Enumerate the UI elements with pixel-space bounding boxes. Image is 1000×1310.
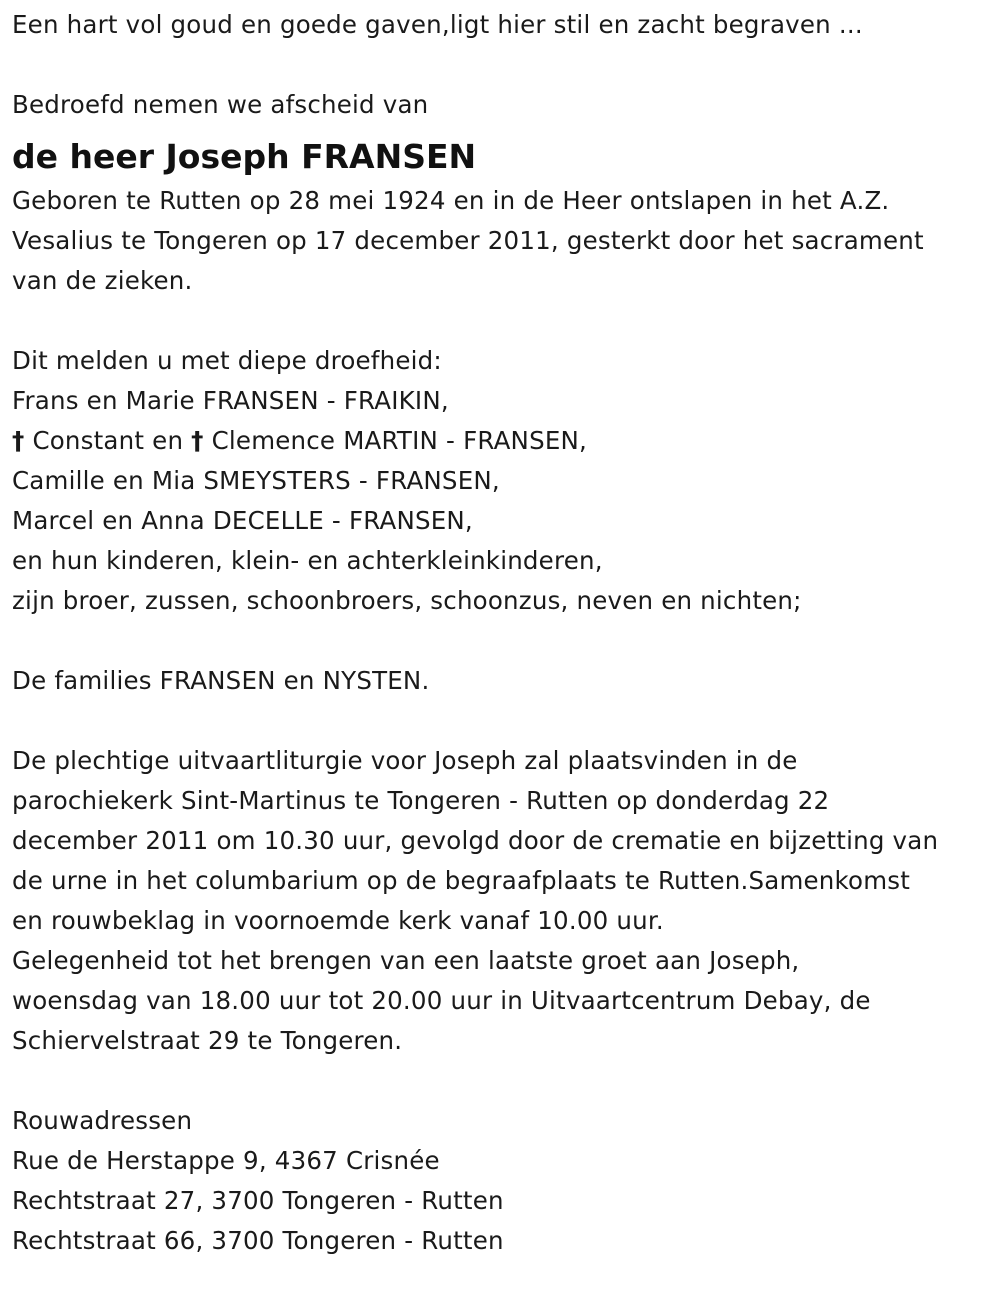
- birth-death-line: Vesalius te Tongeren op 17 december 2011, gesterkt door het sacrament: [12, 226, 924, 255]
- spacer: [12, 301, 992, 341]
- address-line: Rechtstraat 66, 3700 Tongeren - Rutten: [12, 1226, 504, 1255]
- funeral-line: parochiekerk Sint-Martinus te Tongeren - Rutten op donderdag 22: [12, 786, 830, 815]
- family-line: Camille en Mia SMEYSTERS - FRANSEN,: [12, 466, 500, 495]
- family-line: en hun kinderen, klein- en achterkleinkinderen,: [12, 546, 603, 575]
- funeral-line: december 2011 om 10.30 uur, gevolgd door de crematie en bijzetting van: [12, 826, 939, 855]
- deceased-name: de heer Joseph FRANSEN: [12, 137, 477, 176]
- family-line: Frans en Marie FRANSEN - FRAIKIN,: [12, 386, 449, 415]
- family-line-part: Clemence MARTIN - FRANSEN,: [203, 426, 588, 455]
- cross-icon: †: [191, 426, 204, 455]
- family-line: [12, 421, 992, 461]
- families-line: De families FRANSEN en NYSTEN.: [12, 666, 430, 695]
- spacer: [12, 45, 992, 85]
- funeral-line: de urne in het columbarium op de begraafplaats te Rutten.Samenkomst: [12, 866, 911, 895]
- funeral-line: woensdag van 18.00 uur tot 20.00 uur in Uitvaartcentrum Debay, de: [12, 986, 871, 1015]
- birth-death-line: van de zieken.: [12, 266, 193, 295]
- addresses-title: Rouwadressen: [12, 1106, 193, 1135]
- family-intro: Dit melden u met diepe droefheid:: [12, 346, 442, 375]
- funeral-line: De plechtige uitvaartliturgie voor Joseph zal plaatsvinden in de: [12, 746, 798, 775]
- obituary-notice: [12, 5, 992, 1261]
- funeral-line: en rouwbeklag in voornoemde kerk vanaf 10.00 uur.: [12, 906, 664, 935]
- cross-icon: †: [12, 426, 25, 455]
- birth-death-line: Geboren te Rutten op 28 mei 1924 en in de Heer ontslapen in het A.Z.: [12, 186, 890, 215]
- opening-verse: Een hart vol goud en goede gaven,ligt hier stil en zacht begraven ...: [12, 10, 863, 39]
- family-line: Marcel en Anna DECELLE - FRANSEN,: [12, 506, 473, 535]
- spacer: [12, 621, 992, 661]
- spacer: [12, 1061, 992, 1101]
- address-line: Rechtstraat 27, 3700 Tongeren - Rutten: [12, 1186, 504, 1215]
- family-line: zijn broer, zussen, schoonbroers, schoonzus, neven en nichten;: [12, 586, 802, 615]
- funeral-line: Gelegenheid tot het brengen van een laatste groet aan Joseph,: [12, 946, 800, 975]
- family-line-part: Constant en: [24, 426, 192, 455]
- spacer: [12, 701, 992, 741]
- address-line: Rue de Herstappe 9, 4367 Crisnée: [12, 1146, 440, 1175]
- announcement-text: Bedroefd nemen we afscheid van: [12, 90, 429, 119]
- funeral-line: Schiervelstraat 29 te Tongeren.: [12, 1026, 403, 1055]
